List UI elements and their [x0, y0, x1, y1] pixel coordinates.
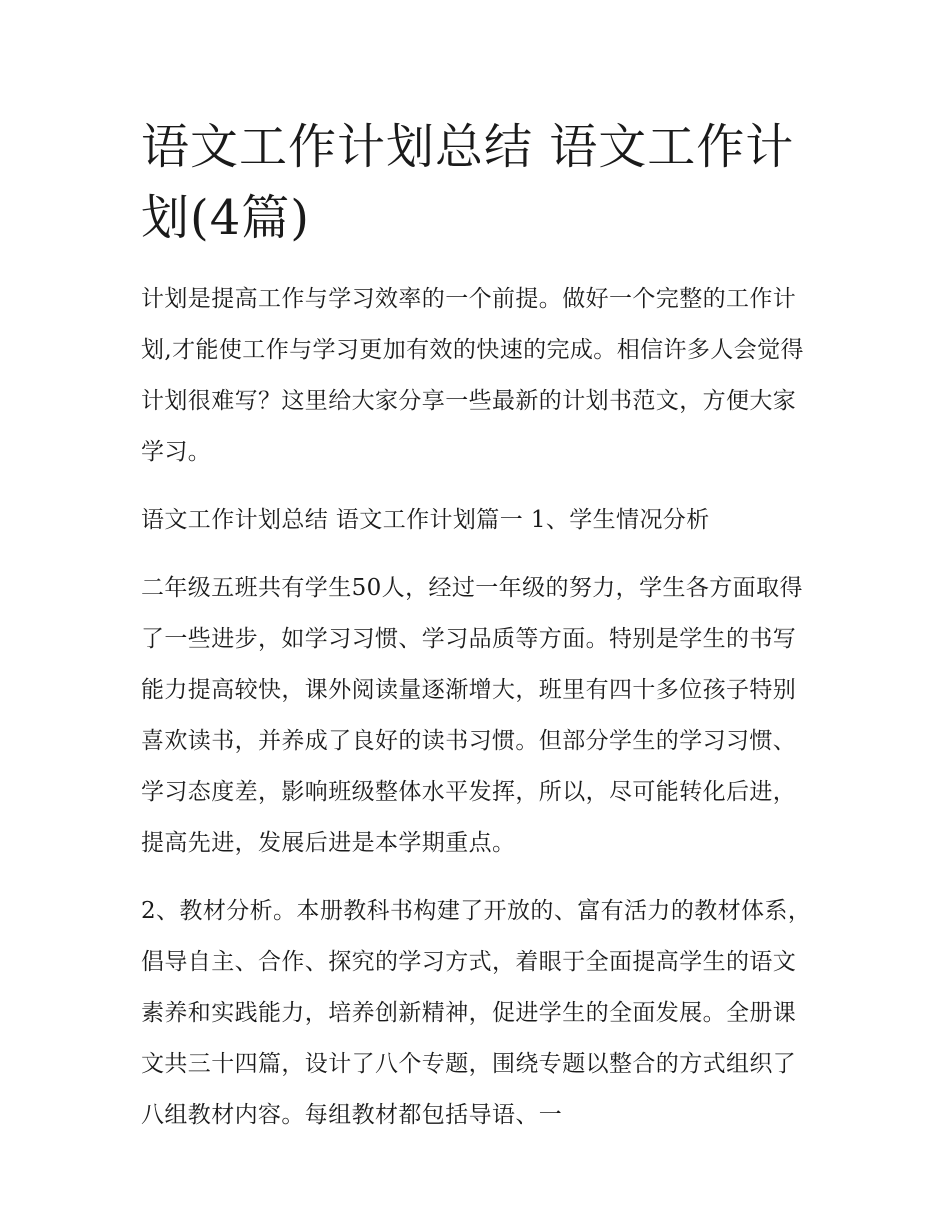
document-body [141, 112, 813, 1141]
section-heading-paragraph: 语文工作计划总结 语文工作计划篇一 1、学生情况分析 [141, 507, 710, 533]
textbook-analysis-paragraph: 2、教材分析。本册教科书构建了开放的、富有活力的教材体系，倡导自主、合作、探究的学习方式，着眼于全面提高学生的语文素养和实践能力，培养创新精神，促进学生的全面发展。全册课文共三十四篇，设计了八个专题，围绕专题以整合的方式组织了八组教材内容。每组教材都包括导语、一 [141, 898, 812, 1128]
document-title: 语文工作计划总结 语文工作计划(4篇) [141, 119, 795, 246]
student-analysis-paragraph: 二年级五班共有学生50人，经过一年级的努力，学生各方面取得了一些进步，如学习习惯、学习品质等方面。特别是学生的书写能力提高较快，课外阅读量逐渐增大，班里有四十多位孩子特别喜欢读书，并养成了良好的读书习惯。但部分学生的学习习惯、学习态度差，影响班级整体水平发挥，所以，尽可能转化后进，提高先进，发展后进是本学期重点。 [141, 575, 803, 856]
intro-paragraph: 计划是提高工作与学习效率的一个前提。做好一个完整的工作计划,才能使工作与学习更加有效的快速的完成。相信许多人会觉得计划很难写？这里给大家分享一些最新的计划书范文，方便大家学习。 [141, 286, 804, 465]
